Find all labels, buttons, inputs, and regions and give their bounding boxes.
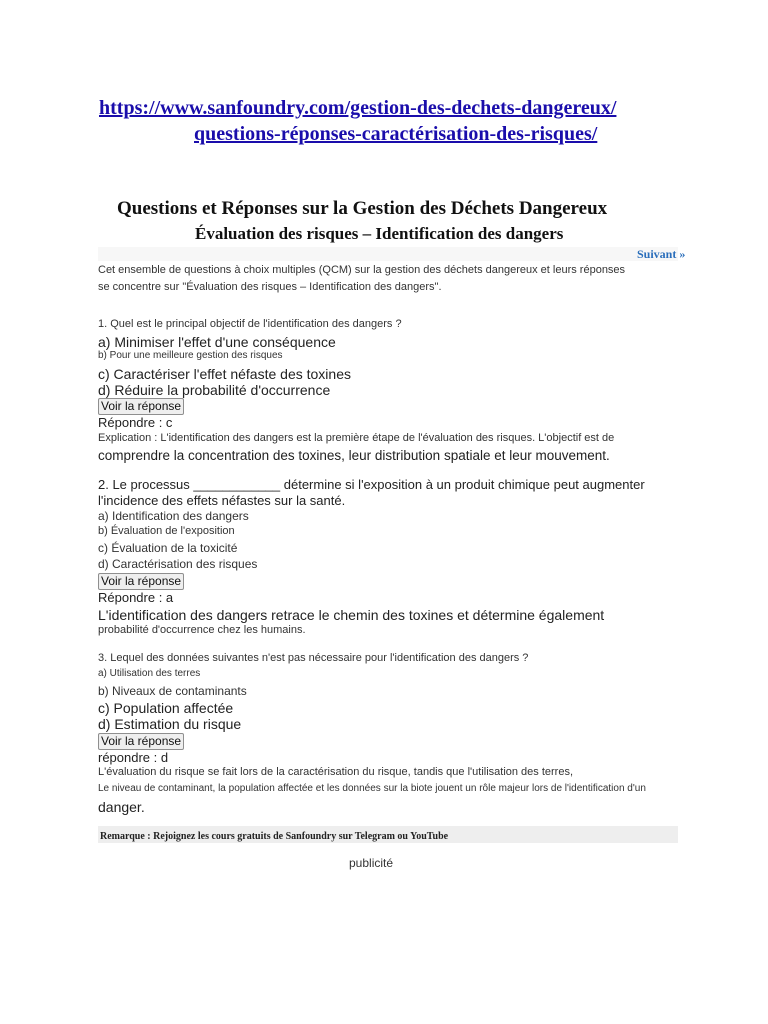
q1-option-c: c) Caractériser l'effet néfaste des toxines <box>98 366 351 382</box>
q2-question-line-1: 2. Le processus ____________ détermine si l'exposition à un produit chimique peut augmenter <box>98 477 645 492</box>
q2-option-d: d) Caractérisation des risques <box>98 557 258 571</box>
source-url-link-line2[interactable]: questions-réponses-caractérisation-des-risques/ <box>194 123 598 145</box>
q3-question: 3. Lequel des données suivantes n'est pas nécessaire pour l'identification des dangers ? <box>98 652 529 664</box>
q1-option-b: b) Pour une meilleure gestion des risques <box>98 350 283 361</box>
q1-question: 1. Quel est le principal objectif de l'identification des dangers ? <box>98 318 402 330</box>
q1-show-answer-button[interactable]: Voir la réponse <box>98 398 184 415</box>
q2-option-a: a) Identification des dangers <box>98 509 249 523</box>
q3-explanation-line-1: L'évaluation du risque se fait lors de la caractérisation du risque, tandis que l'utilisation des terres, <box>98 766 574 778</box>
q1-explanation-line-2: comprendre la concentration des toxines, leur distribution spatiale et leur mouvement. <box>98 448 610 463</box>
q1-option-d: d) Réduire la probabilité d'occurrence <box>98 382 331 398</box>
q3-show-answer-button[interactable]: Voir la réponse <box>98 733 184 750</box>
intro-line-2: se concentre sur "Évaluation des risques – Identification des dangers". <box>98 281 442 293</box>
q2-option-b: b) Évaluation de l'exposition <box>98 525 235 537</box>
q2-explanation-line-1: L'identification des dangers retrace le chemin des toxines et détermine également <box>98 607 605 623</box>
q1-explanation-line-1: Explication : L'identification des dangers est la première étape de l'évaluation des risques. L'objectif est de <box>98 432 615 444</box>
q3-option-d: d) Estimation du risque <box>98 716 242 732</box>
intro-line-1: Cet ensemble de questions à choix multiples (QCM) sur la gestion des déchets dangereux et leurs réponses <box>98 264 626 276</box>
q3-option-a: a) Utilisation des terres <box>98 668 201 679</box>
q2-explanation-line-2: probabilité d'occurrence chez les humains. <box>98 624 306 636</box>
telegram-note-box <box>98 826 678 843</box>
next-link[interactable]: Suivant » <box>637 247 686 261</box>
q1-answer: Répondre : c <box>98 415 173 430</box>
q3-answer: répondre : d <box>98 750 169 765</box>
q3-option-b: b) Niveaux de contaminants <box>98 684 247 698</box>
telegram-note: Remarque : Rejoignez les cours gratuits de Sanfoundry sur Telegram ou YouTube <box>100 831 449 842</box>
q1-option-a: a) Minimiser l'effet d'une conséquence <box>98 334 336 350</box>
nav-bar <box>98 247 678 261</box>
page-title: Questions et Réponses sur la Gestion des Déchets Dangereux <box>117 198 608 219</box>
source-url-link-line1[interactable]: https://www.sanfoundry.com/gestion-des-dechets-dangereux/ <box>99 97 617 119</box>
q2-question-line-2: l'incidence des effets néfastes sur la santé. <box>98 493 346 508</box>
q2-answer: Répondre : a <box>98 590 174 605</box>
q2-show-answer-button[interactable]: Voir la réponse <box>98 573 184 590</box>
q3-option-c: c) Population affectée <box>98 700 234 716</box>
page-subtitle: Évaluation des risques – Identification des dangers <box>195 224 564 243</box>
ad-label: publicité <box>349 856 394 870</box>
q2-option-c: c) Évaluation de la toxicité <box>98 541 238 555</box>
q3-explanation-line-3: danger. <box>98 799 145 815</box>
q3-explanation-line-2: Le niveau de contaminant, la population affectée et les données sur la biote jouent un rôle majeur lors de l'identification d'un <box>98 783 646 794</box>
